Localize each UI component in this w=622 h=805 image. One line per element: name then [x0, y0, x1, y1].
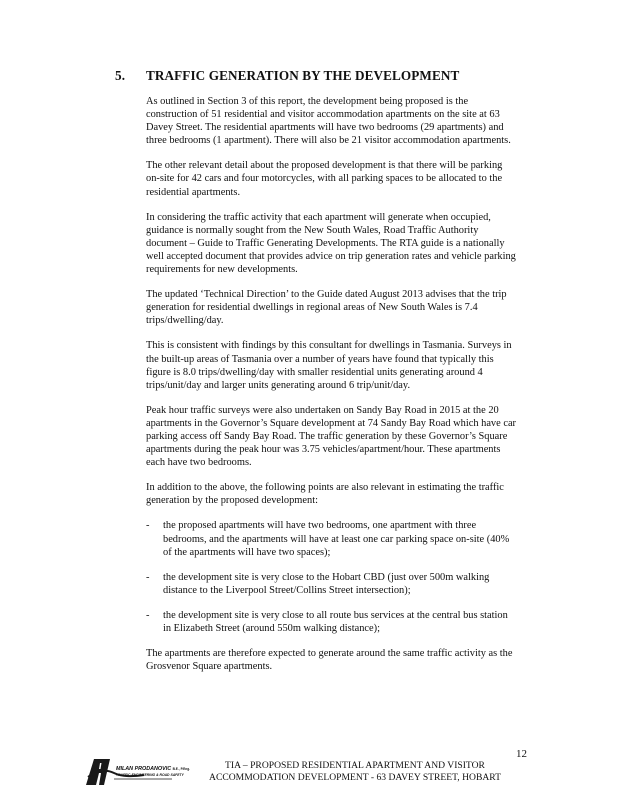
section-body — [146, 95, 518, 685]
footer-line-2: ACCOMMODATION DEVELOPMENT - 63 DAVEY STREET, HOBART — [209, 772, 501, 783]
page-footer — [190, 760, 520, 784]
section-heading — [115, 68, 459, 84]
closing-paragraph: The apartments are therefore expected to generate around the same traffic activity as the Grosvenor Square apartments. — [146, 648, 513, 673]
bullet-list — [146, 519, 518, 635]
bullet-marker: - — [146, 609, 150, 621]
bullet-item — [146, 571, 518, 597]
paragraph: As outlined in Section 3 of this report, the development being proposed is the construction of 51 residential and visitor accommodation apartments on the site at 63 Davey Street. The residential apartments will have two bedrooms (29 apartments) and three bedrooms (1 apartment). There will also be 21 visitor accommodation apartments. — [146, 96, 511, 147]
section-number: 5. — [115, 68, 126, 83]
logo-suffix: B.E., P.Eng. — [172, 767, 191, 771]
page-number: 12 — [516, 748, 527, 760]
bullet-text: the proposed apartments will have two bedrooms, one apartment with three bedrooms, and the apartments will have at least one car parking space on-site (40% of the apartments will have two spaces); — [163, 520, 510, 558]
company-logo — [84, 755, 191, 787]
logo-name: MILAN PRODANOVIC — [116, 766, 172, 772]
bullet-text: the development site is very close to all route bus services at the central bus station in Elizabeth Street (around 550m walking distance); — [163, 609, 508, 634]
bullet-text: the development site is very close to the Hobart CBD (just over 500m walking distance to the Liverpool Street/Collins Street intersection); — [163, 571, 490, 596]
bullet-item — [146, 609, 518, 635]
paragraph: Peak hour traffic surveys were also undertaken on Sandy Bay Road in 2015 at the 20 apartments in the Governor’s Square development at 74 Sandy Bay Road which have car parking access off Sandy Bay Road. The traffic generation by these Governor’s Square apartments during the peak hour was 3.75 vehicles/apartment/hour. These apartments each have two bedrooms. — [146, 404, 517, 469]
logo-tagline: TRAFFIC ENGINEERING & ROAD SAFETY — [116, 772, 184, 777]
paragraph: The updated ‘Technical Direction’ to the Guide dated August 2013 advises that the trip generation for residential dwellings in regional areas of New South Wales is 7.4 trips/dwelling/day. — [146, 289, 507, 327]
paragraph: This is consistent with findings by this consultant for dwellings in Tasmania. Surveys in the built-up areas of Tasmania over a number of years have found that typically this figure is 8.0 trips/dwelling/day with smaller residential units generating around 4 trips/unit/day and larger units generating around 6 trip/unit/day. — [146, 340, 512, 391]
paragraph: The other relevant detail about the proposed development is that there will be parking on-site for 42 cars and four motorcycles, with all parking spaces to be allocated to the residential apartments. — [146, 160, 503, 198]
footer-line-1: TIA – PROPOSED RESIDENTIAL APARTMENT AND VISITOR — [225, 760, 485, 771]
paragraph: In addition to the above, the following points are also relevant in estimating the traffic generation by the proposed development: — [146, 482, 504, 507]
paragraph: In considering the traffic activity that each apartment will generate when occupied, guidance is normally sought from the New South Wales, Road Traffic Authority document – Guide to Traffic Generating Developments. The RTA guide is a nationally well accepted document that provides advice on trip generation rates and vehicle parking requirements for new developments. — [146, 211, 516, 276]
bullet-marker: - — [146, 571, 150, 583]
section-title: TRAFFIC GENERATION BY THE DEVELOPMENT — [146, 68, 460, 83]
bullet-marker: - — [146, 520, 150, 532]
bullet-item — [146, 519, 518, 558]
logo-wordmark — [116, 766, 190, 777]
